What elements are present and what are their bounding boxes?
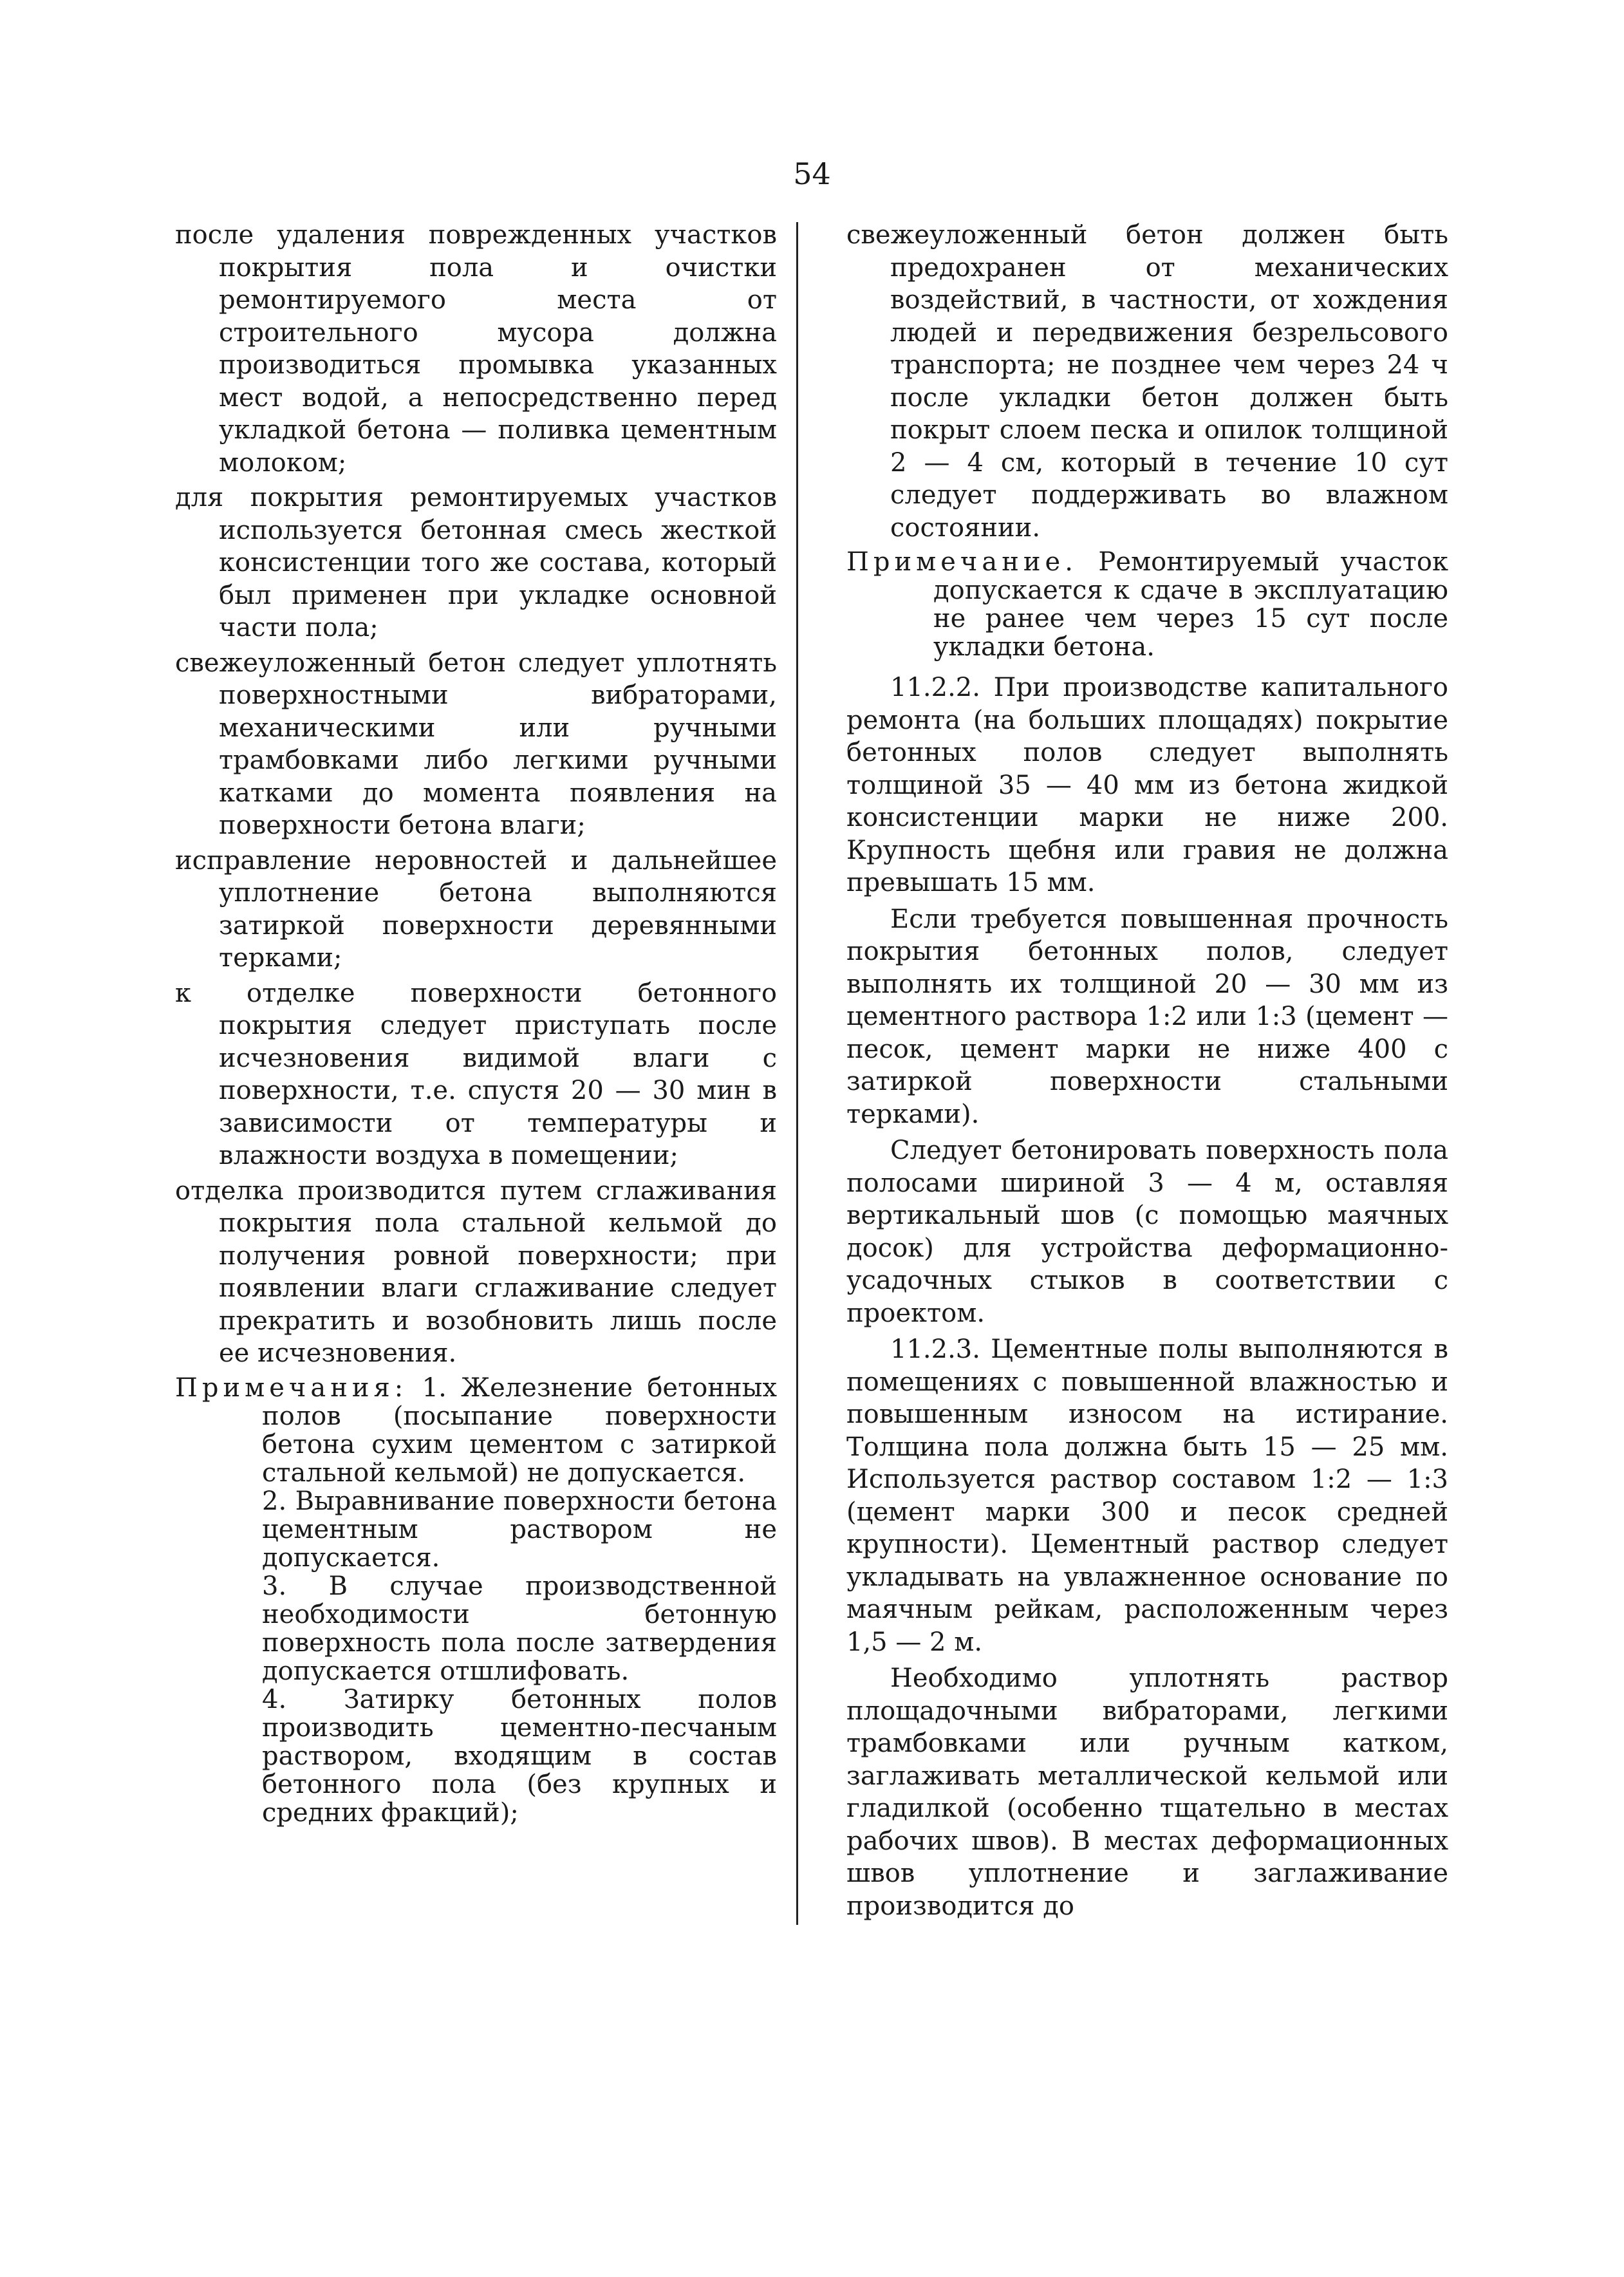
note-item: 3. В случае производственной необходимости бетонную поверхность пола после затвердения допускается отшлифовать. [262,1571,777,1686]
paragraph: Если требуется повышенная прочность покрытия бетонных полов, следует выполнять их толщиной 20 — 30 мм из цементного раствора 1:2 или 1:3 (цемент — песок, цемент марки не ниже 400 с затиркой поверхности стальными терками). [846,904,1448,1129]
note-item [175,1374,777,1487]
page-number: 54 [793,156,831,191]
left-column [175,219,777,1837]
notes-label: Примечания: [175,1373,408,1403]
column-divider [796,222,798,1925]
right-column [846,219,1448,1926]
note-text: Ремонтируемый участок допускается к сдаче в эксплуатацию не ранее чем через 15 сут после укладки бетона. [933,547,1448,662]
note-item [846,548,1448,661]
note-label: Примечание. [846,547,1078,577]
list-item: исправление неровностей и дальнейшее уплотнение бетона выполняются затиркой поверхности деревянными терками; [175,845,777,973]
list-item: отделка производится путем сглаживания покрытия пола стальной кельмой до получения ровной поверхности; при появлении влаги сглаживание следует прекратить и возобновить лишь после ее исчезновения. [175,1176,777,1368]
note-item: 4. Затирку бетонных полов производить цементно-песчаным раствором, входящим в состав бетонного пола (без крупных и средних фракций); [262,1684,777,1828]
paragraph: Необходимо уплотнять раствор площадочными вибраторами, легкими трамбовками или ручным катком, заглаживать металлической кельмой или гладилкой (особенно тщательно в местах рабочих швов). В местах деформационных швов уплотнение и заглаживание производится до [846,1663,1448,1921]
note-block [846,548,1448,661]
paragraph: 11.2.2. При производстве капитального ремонта (на больших площадях) покрытие бетонных полов следует выполнять толщиной 35 — 40 мм из бетона жидкой консистенции марки не ниже 200. Крупность щебня или гравия не должна превышать 15 мм. [846,673,1448,897]
notes-block [175,1374,777,1827]
note-text: 1. Железнение бетонных полов (посыпание поверхности бетона сухим цементом с затиркой стальной кельмой) не допускается. [262,1373,778,1488]
list-item: для покрытия ремонтируемых участков используется бетонная смесь жесткой консистенции того же состава, который был применен при укладке основной части пола; [175,483,777,642]
paragraph: Следует бетонировать поверхность пола полосами шириной 3 — 4 м, оставляя вертикальный шов (с помощью маячных досок) для устройства деформационно-усадочных стыков в соответствии с проектом. [846,1136,1448,1328]
list-item: к отделке поверхности бетонного покрытия следует приступать после исчезновения видимой влаги с поверхности, т.е. спустя 20 — 30 мин в зависимости от температуры и влажности воздуха в помещении; [175,978,777,1170]
list-item: после удаления поврежденных участков покрытия пола и очистки ремонтируемого места от строительного мусора должна производиться промывка указанных мест водой, а непосредственно перед укладкой бетона — поливка цементным молоком; [175,220,777,478]
list-item: свежеуложенный бетон следует уплотнять поверхностными вибраторами, механическими или ручными трамбовками либо легкими ручными катками до момента появления на поверхности бетона влаги; [175,648,777,840]
paragraph: 11.2.3. Цементные полы выполняются в помещениях с повышенной влажностью и повышенным износом на истирание. Толщина пола должна быть 15 — 25 мм. Используется раствор составом 1:2 — 1:3 (цемент марки 300 и песок средней крупности). Цементный раствор следует укладывать на увлажненное основание по маячным рейкам, расположенным через 1,5 — 2 м. [846,1335,1448,1657]
list-item: свежеуложенный бетон должен быть предохранен от механических воздействий, в частности, от хождения людей и передвижения безрельсового транспорта; не позднее чем через 24 ч после укладки бетон должен быть покрыт слоем песка и опилок толщиной 2 — 4 см, который в течение 10 сут следует поддерживать во влажном состоянии. [846,220,1448,543]
note-item: 2. Выравнивание поверхности бетона цементным раствором не допускается. [262,1486,777,1573]
